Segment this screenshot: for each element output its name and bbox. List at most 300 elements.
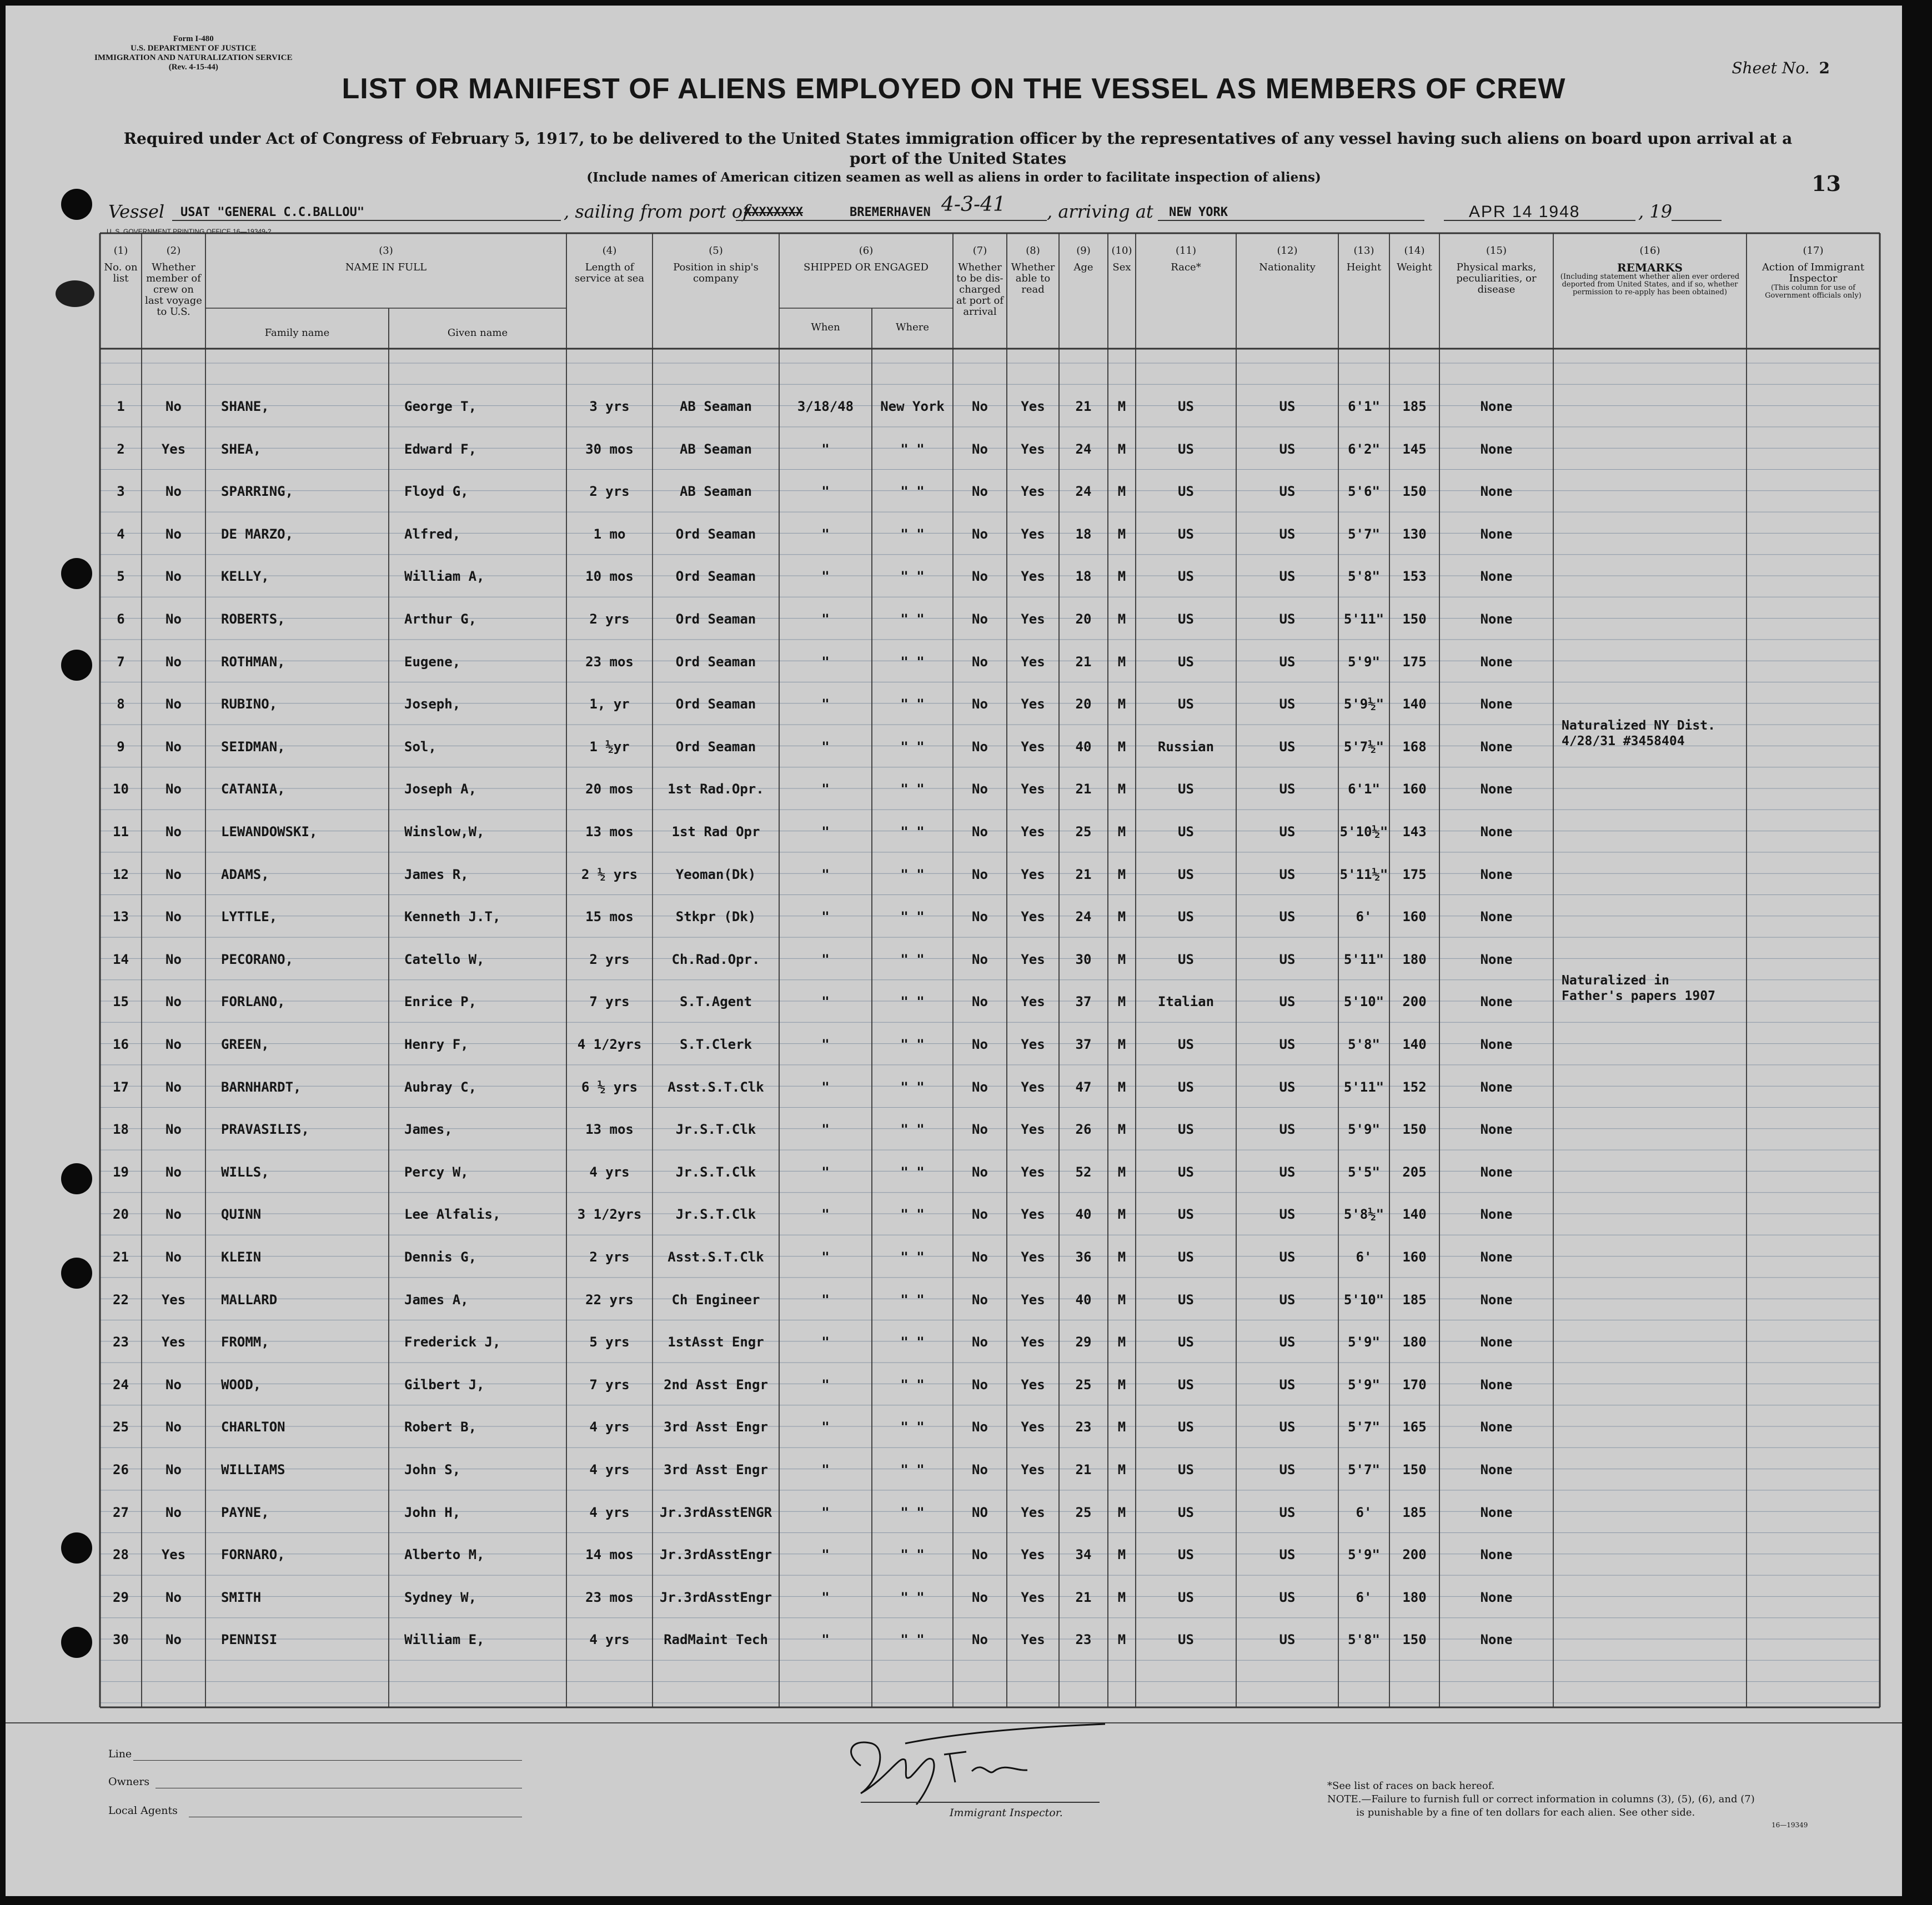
sex: M [1117, 569, 1126, 585]
column-number: (5) [709, 245, 723, 257]
nationality: US [1279, 738, 1296, 755]
length-of-service: 13 mos [585, 824, 634, 840]
sex: M [1117, 1249, 1126, 1265]
subtitle: Required under Act of Congress of February 5, 1917, to be delivered to the United States immigration officer by the representatives of any vessel having such aliens on board upon arrival at a port of the United States [123, 129, 1793, 168]
shipped-when: " [821, 611, 830, 627]
physical-marks: None [1480, 1376, 1513, 1393]
binder-hole [61, 1258, 92, 1289]
sex: M [1117, 994, 1126, 1010]
sex: M [1117, 1632, 1126, 1648]
column-label: Weight [1397, 262, 1432, 273]
family-name: SEIDMAN, [221, 738, 285, 755]
page-number: 13 [1811, 171, 1841, 196]
height: 5'9" [1348, 1547, 1380, 1563]
able-to-read: Yes [1021, 569, 1045, 585]
able-to-read: Yes [1021, 611, 1045, 627]
weight: 170 [1402, 1376, 1427, 1393]
sex: M [1117, 909, 1126, 925]
position: Jr.S.T.Clk [675, 1164, 756, 1180]
race: US [1178, 1249, 1194, 1265]
physical-marks: None [1480, 738, 1513, 755]
length-of-service: 4 yrs [589, 1164, 630, 1180]
able-to-read: Yes [1021, 1249, 1045, 1265]
age: 29 [1075, 1334, 1092, 1350]
length-of-service: 3 yrs [589, 399, 630, 414]
shipped-where: " " [900, 1632, 925, 1648]
given-name: Sydney W, [404, 1589, 477, 1605]
length-of-service: 10 mos [585, 569, 634, 585]
member-of-crew: No [165, 654, 182, 670]
sex: M [1117, 866, 1126, 882]
member-of-crew: No [165, 994, 182, 1010]
physical-marks: None [1480, 866, 1513, 882]
weight: 165 [1402, 1419, 1427, 1435]
physical-marks: None [1480, 484, 1513, 500]
column-number: (10) [1111, 245, 1132, 257]
member-of-crew: No [165, 611, 182, 627]
row-number: 14 [113, 951, 129, 967]
shipped-when: " [821, 526, 830, 542]
discharged: No [972, 951, 988, 967]
position: Jr.S.T.Clk [675, 1122, 756, 1138]
age: 40 [1075, 1291, 1092, 1308]
length-of-service: 2 yrs [589, 611, 630, 627]
physical-marks: None [1480, 399, 1513, 414]
able-to-read: Yes [1021, 696, 1045, 712]
nationality: US [1279, 951, 1296, 967]
discharged: No [972, 1462, 988, 1477]
inspector-label: Immigrant Inspector. [950, 1807, 1063, 1819]
row-number: 6 [117, 611, 125, 627]
shipped-when: " [821, 1419, 830, 1435]
race: US [1178, 1419, 1194, 1435]
able-to-read: Yes [1021, 654, 1045, 670]
position: Jr.3rdAsstEngr [659, 1547, 772, 1563]
weight: 130 [1402, 526, 1427, 542]
weight: 160 [1402, 781, 1427, 797]
able-to-read: Yes [1021, 1207, 1045, 1223]
given-name: Dennis G, [404, 1249, 477, 1265]
sex: M [1117, 441, 1126, 457]
physical-marks: None [1480, 1079, 1513, 1095]
age: 30 [1075, 951, 1092, 967]
physical-marks: None [1480, 1547, 1513, 1563]
race: US [1178, 696, 1194, 712]
binder-hole [56, 280, 94, 307]
nationality: US [1279, 696, 1296, 712]
shipped-where: " " [900, 484, 925, 500]
column-label: Family name [264, 327, 330, 339]
physical-marks: None [1480, 526, 1513, 542]
age: 21 [1075, 654, 1092, 670]
sex: M [1117, 1334, 1126, 1350]
weight: 140 [1402, 1037, 1427, 1052]
able-to-read: Yes [1021, 738, 1045, 755]
member-of-crew: No [165, 1207, 182, 1223]
height: 5'9" [1348, 1122, 1380, 1138]
physical-marks: None [1480, 1207, 1513, 1223]
race: US [1178, 1334, 1194, 1350]
physical-marks: None [1480, 696, 1513, 712]
shipped-where: " " [900, 526, 925, 542]
column-label: NAME IN FULL [345, 262, 427, 273]
column-number: (12) [1277, 245, 1298, 257]
header-when [779, 322, 872, 333]
header-shipped-engaged [779, 245, 953, 273]
height: 5'7½" [1343, 738, 1384, 755]
able-to-read: Yes [1021, 1504, 1045, 1520]
column-label: When [811, 321, 840, 333]
sex: M [1117, 526, 1126, 542]
weight: 180 [1402, 1334, 1427, 1350]
length-of-service: 2 yrs [589, 951, 630, 967]
given-name: Edward F, [404, 441, 477, 457]
column-number: (3) [379, 245, 393, 257]
header-sex [1108, 245, 1136, 273]
height: 6'1" [1348, 399, 1380, 414]
family-name: PRAVASILIS, [221, 1122, 309, 1138]
discharged: No [972, 569, 988, 585]
discharged: No [972, 781, 988, 797]
port-to: NEW YORK [1169, 205, 1228, 219]
given-name: James R, [404, 866, 469, 882]
physical-marks: None [1480, 611, 1513, 627]
able-to-read: Yes [1021, 1291, 1045, 1308]
header-inspector-action [1747, 245, 1880, 300]
length-of-service: 30 mos [585, 441, 634, 457]
position: 3rd Asst Engr [664, 1462, 768, 1477]
able-to-read: Yes [1021, 441, 1045, 457]
row-number: 12 [113, 866, 129, 882]
sex: M [1117, 696, 1126, 712]
shipped-where: New York [880, 399, 945, 414]
sex: M [1117, 1547, 1126, 1563]
shipped-when: " [821, 1547, 830, 1563]
length-of-service: 5 yrs [589, 1334, 630, 1350]
shipped-when: 3/18/48 [797, 399, 854, 414]
header-family-name [205, 328, 389, 339]
position: Jr.3rdAsstEngr [659, 1589, 772, 1605]
nationality: US [1279, 1079, 1296, 1095]
row-number: 9 [117, 738, 125, 755]
family-name: ROBERTS, [221, 611, 285, 627]
weight: 153 [1402, 569, 1427, 585]
age: 34 [1075, 1547, 1092, 1563]
height: 5'11½" [1339, 866, 1388, 882]
page-title: LIST OR MANIFEST OF ALIENS EMPLOYED ON THE VESSEL AS MEMBERS OF CREW [342, 73, 1566, 105]
age: 25 [1075, 824, 1092, 840]
age: 24 [1075, 441, 1092, 457]
age: 21 [1075, 781, 1092, 797]
family-name: WOOD, [221, 1376, 262, 1393]
given-name: James A, [404, 1291, 469, 1308]
binder-hole [61, 1627, 92, 1658]
sheet-value: 2 [1819, 59, 1830, 77]
race: US [1178, 399, 1194, 414]
sex: M [1117, 824, 1126, 840]
row-number: 20 [113, 1207, 129, 1223]
height: 5'9" [1348, 1376, 1380, 1393]
manifest-sheet [6, 6, 1902, 1896]
column-number: (1) [113, 245, 128, 257]
nationality: US [1279, 1164, 1296, 1180]
binder-hole [61, 650, 92, 681]
shipped-where: " " [900, 696, 925, 712]
column-number: (14) [1404, 245, 1425, 257]
shipped-when: " [821, 1462, 830, 1477]
shipped-when: " [821, 824, 830, 840]
member-of-crew: No [165, 1122, 182, 1138]
member-of-crew: Yes [161, 1291, 186, 1308]
binder-hole [61, 1532, 92, 1564]
column-number: (7) [972, 245, 987, 257]
height: 5'7" [1348, 1462, 1380, 1477]
age: 18 [1075, 526, 1092, 542]
length-of-service: 13 mos [585, 1122, 634, 1138]
able-to-read: Yes [1021, 1419, 1045, 1435]
row-number: 19 [113, 1164, 129, 1180]
discharged: No [972, 1037, 988, 1052]
member-of-crew: No [165, 781, 182, 797]
binder-hole [61, 189, 92, 220]
family-name: LEWANDOWSKI, [221, 824, 318, 840]
discharged: No [972, 866, 988, 882]
column-sublabel: (This column for use of Government officials only) [1765, 284, 1861, 300]
family-name: MALLARD [221, 1291, 278, 1308]
row-number: 21 [113, 1249, 129, 1265]
member-of-crew: Yes [161, 441, 186, 457]
physical-marks: None [1480, 1419, 1513, 1435]
member-of-crew: No [165, 399, 182, 414]
member-of-crew: No [165, 1164, 182, 1180]
line-label: Line [108, 1748, 132, 1760]
able-to-read: Yes [1021, 484, 1045, 500]
column-number: (8) [1026, 245, 1040, 257]
length-of-service: 4 yrs [589, 1504, 630, 1520]
row-number: 2 [117, 441, 125, 457]
sex: M [1117, 654, 1126, 670]
shipped-where: " " [900, 1037, 925, 1052]
sex: M [1117, 399, 1126, 414]
column-label: Age [1073, 262, 1093, 273]
weight: 205 [1402, 1164, 1427, 1180]
height: 5'11" [1343, 1079, 1384, 1095]
family-name: ADAMS, [221, 866, 269, 882]
weight: 150 [1402, 484, 1427, 500]
member-of-crew: No [165, 909, 182, 925]
binder-hole [61, 1163, 92, 1194]
year-label: , 19 [1638, 201, 1673, 222]
shipped-where: " " [900, 781, 925, 797]
nationality: US [1279, 1037, 1296, 1052]
shipped-where: " " [900, 611, 925, 627]
member-of-crew: No [165, 1249, 182, 1265]
column-label: Whether to be dis-charged at port of arrival [956, 262, 1004, 318]
race: US [1178, 951, 1194, 967]
height: 5'7" [1348, 1419, 1380, 1435]
header-height [1338, 245, 1389, 273]
shipped-where: " " [900, 1249, 925, 1265]
member-of-crew: No [165, 824, 182, 840]
column-label: Where [895, 321, 929, 333]
nationality: US [1279, 866, 1296, 882]
discharged: No [972, 1079, 988, 1095]
department: U.S. DEPARTMENT OF JUSTICE [131, 44, 257, 53]
shipped-when: " [821, 738, 830, 755]
shipped-when: " [821, 909, 830, 925]
position: 1st Rad.Opr. [668, 781, 764, 797]
member-of-crew: Yes [161, 1334, 186, 1350]
race: US [1178, 1164, 1194, 1180]
position: Yeoman(Dk) [675, 866, 756, 882]
row-number: 3 [117, 484, 125, 500]
physical-marks: None [1480, 1291, 1513, 1308]
position: Jr.S.T.Clk [675, 1207, 756, 1223]
column-label: Nationality [1259, 262, 1316, 273]
shipped-when: " [821, 1079, 830, 1095]
nationality: US [1279, 1249, 1296, 1265]
given-name: John H, [404, 1504, 461, 1520]
sheet-label: Sheet No. [1732, 59, 1810, 77]
given-name: Winslow,W, [404, 824, 485, 840]
discharged: NO [972, 1504, 988, 1520]
header-remarks [1553, 245, 1747, 296]
length-of-service: 7 yrs [589, 1376, 630, 1393]
height: 5'9" [1348, 654, 1380, 670]
given-name: James, [404, 1122, 453, 1138]
age: 26 [1075, 1122, 1092, 1138]
age: 20 [1075, 696, 1092, 712]
shipped-when: " [821, 1334, 830, 1350]
height: 5'8½" [1343, 1207, 1384, 1223]
physical-marks: None [1480, 654, 1513, 670]
column-label: Action of Immigrant Inspector [1762, 262, 1865, 284]
header-member-of-crew [142, 245, 205, 318]
header-physical-marks [1439, 245, 1553, 295]
position: AB Seaman [679, 441, 752, 457]
family-name: PAYNE, [221, 1504, 269, 1520]
age: 37 [1075, 1037, 1092, 1052]
given-name: Aubray C, [404, 1079, 477, 1095]
nationality: US [1279, 1207, 1296, 1223]
discharged: No [972, 1376, 988, 1393]
given-name: Percy W, [404, 1164, 469, 1180]
family-name: SHEA, [221, 441, 262, 457]
age: 21 [1075, 1589, 1092, 1605]
height: 5'5" [1348, 1164, 1380, 1180]
column-label: Height [1346, 262, 1382, 273]
shipped-when: " [821, 1632, 830, 1648]
height: 6'1" [1348, 781, 1380, 797]
weight: 185 [1402, 1291, 1427, 1308]
discharged: No [972, 1164, 988, 1180]
member-of-crew: No [165, 569, 182, 585]
family-name: RUBINO, [221, 696, 278, 712]
date-stamp: APR 14 1948 [1469, 203, 1580, 221]
weight: 140 [1402, 1207, 1427, 1223]
nationality: US [1279, 994, 1296, 1010]
column-label: Position in ship's company [673, 262, 759, 284]
shipped-where: " " [900, 1122, 925, 1138]
discharged: No [972, 696, 988, 712]
race: US [1178, 1037, 1194, 1052]
shipped-when: " [821, 696, 830, 712]
sex: M [1117, 1462, 1126, 1477]
shipped-where: " " [900, 1207, 925, 1223]
able-to-read: Yes [1021, 1164, 1045, 1180]
row-number: 4 [117, 526, 125, 542]
header-age [1059, 245, 1108, 273]
arriving-label: , arriving at [1047, 201, 1153, 222]
row-number: 17 [113, 1079, 129, 1095]
position: S.T.Agent [679, 994, 752, 1010]
family-name: LYTTLE, [221, 909, 278, 925]
nationality: US [1279, 441, 1296, 457]
length-of-service: 4 yrs [589, 1419, 630, 1435]
age: 24 [1075, 909, 1092, 925]
position: Ord Seaman [675, 611, 756, 627]
shipped-when: " [821, 1376, 830, 1393]
discharged: No [972, 824, 988, 840]
inspector-underline [861, 1802, 1100, 1803]
race: US [1178, 1291, 1194, 1308]
height: 6' [1356, 1589, 1372, 1605]
member-of-crew: No [165, 1632, 182, 1648]
family-name: DE MARZO, [221, 526, 294, 542]
discharged: No [972, 526, 988, 542]
member-of-crew: No [165, 1504, 182, 1520]
discharged: No [972, 1249, 988, 1265]
length-of-service: 6 ½ yrs [581, 1079, 638, 1095]
length-of-service: 4 yrs [589, 1462, 630, 1477]
given-name: Sol, [404, 738, 436, 755]
physical-marks: None [1480, 1037, 1513, 1052]
given-name: Henry F, [404, 1037, 469, 1052]
weight: 145 [1402, 441, 1427, 457]
shipped-where: " " [900, 738, 925, 755]
column-label: Whether able to read [1011, 262, 1055, 295]
weight: 143 [1402, 824, 1427, 840]
subnote: (Include names of American citizen seamen as well as aliens in order to facilitate inspection of aliens) [586, 170, 1321, 185]
nationality: US [1279, 1462, 1296, 1477]
nationality: US [1279, 909, 1296, 925]
weight: 150 [1402, 1632, 1427, 1648]
discharged: No [972, 1419, 988, 1435]
height: 5'8" [1348, 1632, 1380, 1648]
column-number: (11) [1176, 245, 1196, 257]
age: 20 [1075, 611, 1092, 627]
shipped-when: " [821, 441, 830, 457]
family-name: SPARRING, [221, 484, 294, 500]
height: 5'9" [1348, 1334, 1380, 1350]
row-number: 18 [113, 1122, 129, 1138]
shipped-when: " [821, 1249, 830, 1265]
shipped-when: " [821, 1122, 830, 1138]
length-of-service: 2 yrs [589, 484, 630, 500]
race: US [1178, 526, 1194, 542]
nationality: US [1279, 824, 1296, 840]
able-to-read: Yes [1021, 1037, 1045, 1052]
given-name: Robert B, [404, 1419, 477, 1435]
row-number: 10 [113, 781, 129, 797]
header-given-name [389, 328, 566, 339]
nationality: US [1279, 526, 1296, 542]
given-name: John S, [404, 1462, 461, 1477]
family-name: PENNISI [221, 1632, 278, 1648]
family-name: FORLANO, [221, 994, 285, 1010]
physical-marks: None [1480, 1504, 1513, 1520]
family-name: WILLIAMS [221, 1462, 285, 1477]
